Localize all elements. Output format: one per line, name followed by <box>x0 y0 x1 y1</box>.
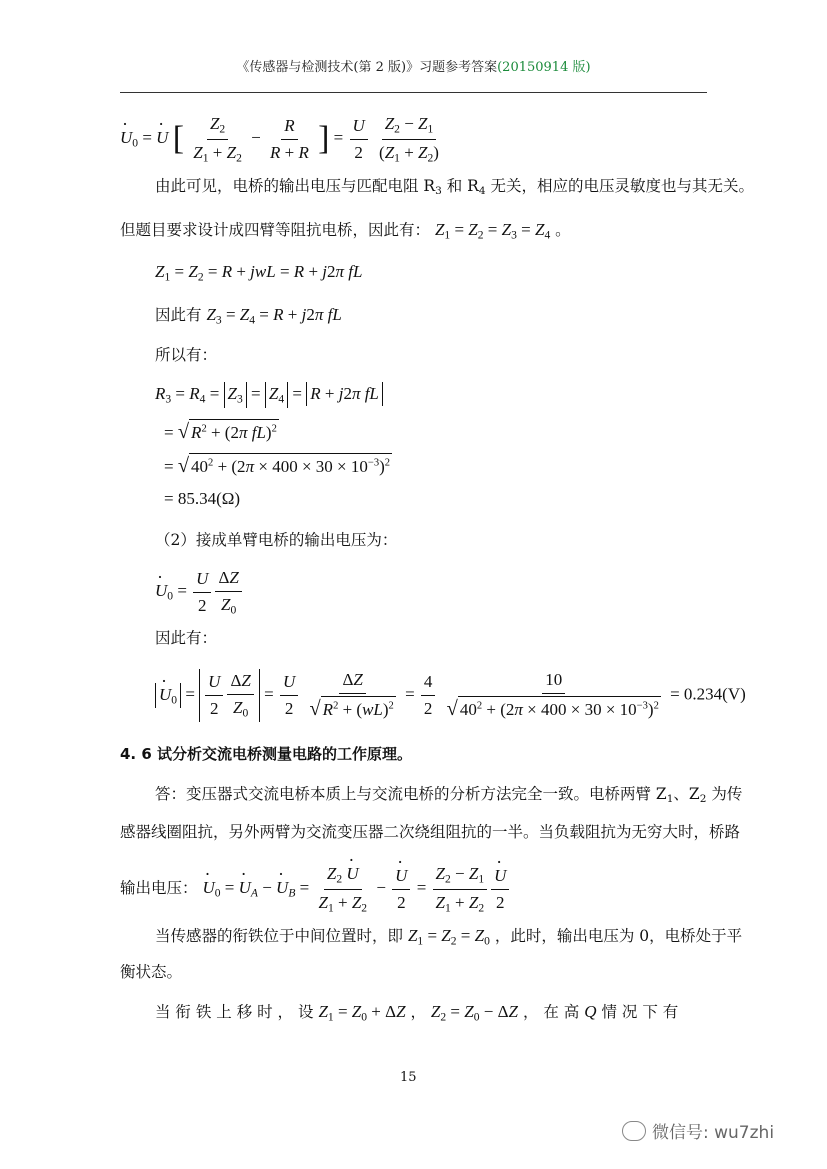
page-header <box>120 56 707 75</box>
page-number: 15 <box>400 1070 417 1085</box>
equation-sqrt-general: = √ $R^2 + (2\pi$ fL)$^2$ <box>164 421 277 443</box>
paragraph-output-voltage: 输出电压： · $U_0$ = · $U_A$ − · $U_B$ = $\frac{Z_2 \cdot U}{Z_1 + Z_2}$ − · $\frac{U}{2}$ = $\frac{Z_2 - Z_1}{Z_1 + Z_2}$ · $\frac{U}{2}$ <box>120 862 511 916</box>
paragraph-bridge-note: 由此可见，电桥的输出电压与匹配电阻 $R_3$ 和 $R_4$ 无关，相应的电压灵敏度也与其无关。 <box>155 177 755 198</box>
paragraph-balance: 衡状态。 <box>120 963 183 981</box>
paragraph-armature-up: 当 衔 铁 上 移 时 ， 设 $Z_1 = Z_0 + \Delta Z$ ， $Z_2 = Z_0 - \Delta Z$ ， 在 高 Q 情 况 下 有 <box>155 1002 679 1024</box>
paragraph-armature-middle: 当传感器的衔铁位于中间位置时，即 $Z_1 = Z_2 = Z_0$ ，此时，输出电压为 0，电桥处于平 <box>155 926 743 948</box>
equation-sqrt-numeric: = √ $40^2 + (2\pi \times 400 \times 30 \times 10^{-3})^2$ <box>164 455 391 477</box>
paragraph-therefore: 因此有： <box>155 629 218 647</box>
equation-z1-z2: $Z_1 = Z_2 = R$ + jwL = R + j2π fL <box>155 262 363 284</box>
header-edition: (20150914 版) <box>497 60 591 75</box>
equation-result-resistance: = 85.34(Ω) <box>164 489 241 508</box>
wechat-icon <box>622 1121 646 1141</box>
paragraph-so: 所以有： <box>155 346 218 364</box>
paragraph-answer-line2: 感器线圈阻抗，另外两臂为交流变压器二次绕组阻抗的一半。当负载阻抗为无穷大时，桥路 <box>120 823 741 841</box>
equation-magnitude: · $U_0$ = $\frac{U}{2}$ $\frac{\Delta Z}{Z_0}$ = $\frac{U}{2}$ $\frac{\Delta Z}{√ R^2 + (wL)^2}$ = $\frac{4}{2}$ $\frac{10}{√ 40^2 + (2\pi \times 400 \times 30 \times 10^{-3})^2}$ = 0.234(V) <box>155 668 746 723</box>
paragraph-single-arm: （2）接成单臂电桥的输出电压为： <box>155 531 398 549</box>
paragraph-equal-arms: 但题目要求设计成四臂等阻抗电桥，因此有： $Z_1 = Z_2 = Z_3 = Z_4$ 。 <box>120 220 571 242</box>
equation-single-arm: · $U_0$ = $\frac{U}{2}$ $\frac{\Delta Z}{Z_0}$ <box>155 566 244 618</box>
equation-r3-r4: $R_3 = R_4 = Z_3 = Z_4 = R + j2\pi$ fL <box>155 382 383 408</box>
paragraph-z3-z4: 因此有 $Z_3 = Z_4 = R + j2\pi$ fL <box>155 305 342 327</box>
header-title: 《传感器与检测技术(第 2 版)》习题参考答案 <box>236 60 498 75</box>
header-divider <box>120 92 707 93</box>
watermark: 微信号: wu7zhi <box>622 1118 774 1143</box>
equation-output-voltage: · $U_0$ = · U [ $\frac{Z_2}{Z_1 + Z_2}$ − $\frac{R}{R + R}$ ] = $\frac{U}{2}$ $\frac{Z_2 - Z_1}{(Z_1 + Z_2)}$ <box>120 112 444 166</box>
section-heading-4-6: 4. 6 试分析交流电桥测量电路的工作原理。 <box>120 745 413 763</box>
paragraph-answer-line1: 答：变压器式交流电桥本质上与交流电桥的分析方法完全一致。电桥两臂 $Z_1$、$Z_2$ 为传 <box>155 785 743 806</box>
